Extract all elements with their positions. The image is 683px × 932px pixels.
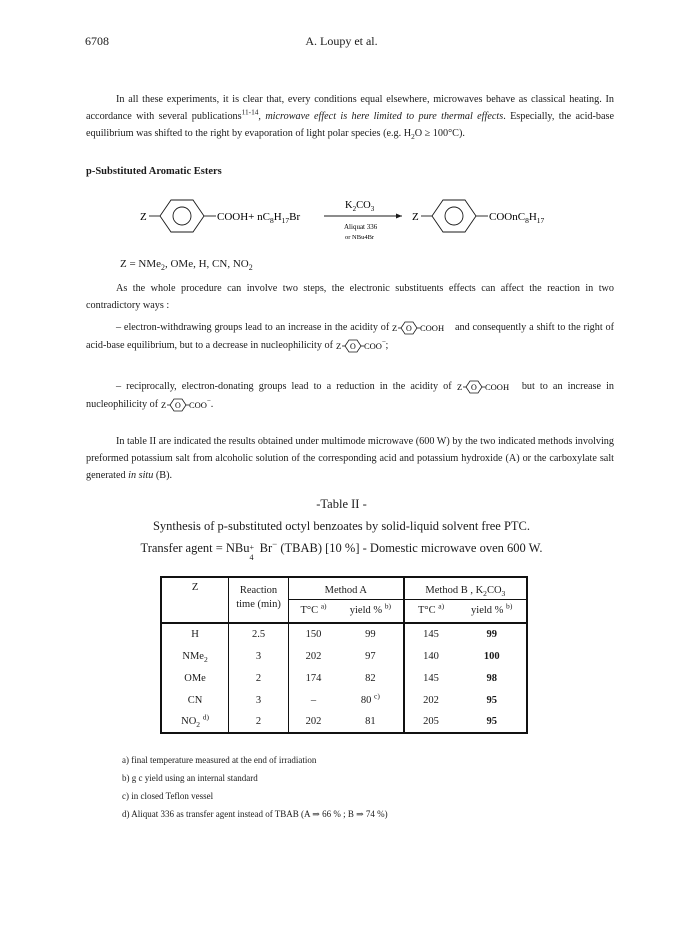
cell-z: $NO_2$ $^{d)}$	[161, 711, 229, 733]
footnote-b: b) g c yield using an internal standard	[122, 773, 258, 783]
cell-yield-b: 95	[457, 689, 527, 711]
scheme-reagent: $K_2CO_3$	[345, 200, 375, 213]
scheme-condition-1: Aliquat 336	[344, 223, 378, 231]
header-temp-a: T°C $^{a)}$	[288, 599, 338, 623]
reaction-scheme	[140, 192, 580, 252]
cell-temp-a: 202	[305, 650, 322, 662]
cell-temp-a: 174	[305, 672, 322, 684]
table-label: -Table II -	[316, 497, 367, 511]
cell-temp-a: 150	[288, 623, 338, 645]
results-table	[160, 576, 528, 734]
cell-temp-b: 140	[423, 650, 439, 662]
structure-z-aryl-cooh	[457, 379, 517, 395]
svg-text:Z: Z	[335, 340, 341, 351]
scheme-condition-2: or NBu4Br	[345, 234, 375, 241]
cell-temp-b: 145	[423, 672, 439, 684]
svg-text:COO: COO	[363, 340, 382, 351]
paragraph-table-intro: In table II are indicated the results obtained under multimode microwave (600 W) by the two indicated methods involving preformed potassium salt from alcoholic solution of the corresponding acid and potassium hydroxide (A) or the carboxylate salt generated in situ (B).	[86, 436, 614, 481]
table-caption	[0, 493, 683, 562]
scheme-z-reactant: Z	[140, 211, 147, 223]
svg-text:−: −	[206, 396, 211, 405]
svg-text:O: O	[406, 323, 412, 333]
cell-yield-b: 98	[457, 667, 527, 689]
scheme-product-text: $COOnC_8H_{17}$	[489, 211, 545, 225]
header-z: Z	[161, 577, 229, 623]
cell-yield-a: 81	[338, 711, 404, 733]
table-row	[161, 711, 527, 733]
svg-text:COOH: COOH	[484, 381, 509, 392]
structure-z-aryl-coo-anion	[161, 397, 211, 413]
cell-z: OMe	[161, 667, 229, 689]
svg-text:Z: Z	[456, 381, 462, 392]
header-reaction: Reaction	[229, 577, 289, 599]
header-method-b: Method B , $K_2CO_3$	[404, 577, 527, 599]
scheme-reactant-text: COOH+ $nC_8H_{17}Br$	[217, 211, 301, 225]
svg-text:COO: COO	[188, 399, 207, 410]
table-row	[161, 645, 527, 667]
cell-yield-b: 100	[457, 645, 527, 667]
cell-time: 3	[229, 689, 289, 711]
cell-yield-b: 99	[457, 623, 527, 645]
running-header-authors: A. Loupy et al.	[305, 34, 378, 48]
header-method-a: Method A	[288, 577, 403, 599]
header-time: time (min)	[229, 599, 289, 623]
svg-text:O: O	[174, 400, 181, 410]
cell-yield-a: 97	[338, 645, 404, 667]
paragraph-withdrawing: – electron-withdrawing groups lead to an increase in the acidity of Z O COOH and consequently a shift to the right of acid-base equilibrium, but to a decrease in nucleophilicity of Z O COO − ;	[86, 319, 614, 355]
table-title: Synthesis of p-substituted octyl benzoates by solid-liquid solvent free PTC.	[152, 519, 531, 533]
paragraph-intro: In all these experiments, it is clear that, every conditions equal elsewhere, microwaves behave as classical heating. In accordance with several publications$^{11-14}$, microwave effect is here limited to pure thermal effects. Especially, the acid-base equilibrium was shifted to the right by evaporation of light polar species (e.g. $H_2O \ge 100^\circ C$).	[86, 94, 614, 142]
footnote-c: c) in closed Teflon vessel	[122, 791, 214, 801]
header-temp-b: T°C $^{a)}$	[404, 599, 458, 623]
svg-text:O: O	[470, 382, 477, 392]
cell-yield-b: 95	[457, 711, 527, 733]
footnote-d: d) Aliquat 336 as transfer agent instead of TBAB (A ⇒ 66 % ; B ⇒ 74 %)	[122, 809, 388, 819]
table-row	[161, 667, 527, 689]
scheme-z-product: Z	[412, 211, 419, 223]
svg-text:O: O	[349, 341, 356, 351]
substituent-list: Z = NMe$_2$, OMe, H, CN, $NO_2$	[120, 258, 253, 273]
table-row	[161, 623, 527, 645]
cell-temp-b: 202	[423, 694, 439, 706]
cell-z: CN	[161, 689, 229, 711]
svg-text:−: −	[381, 337, 386, 346]
paragraph-procedure: As the whole procedure can involve two steps, the electronic substituents effects can affect the reaction in two contradictory ways :	[86, 283, 614, 311]
cell-yield-a: 80 $^{c)}$	[338, 689, 404, 711]
table-subtitle: Transfer agent = NBu + 4 Br− (TBAB) [10 %] - Domestic microwave oven 600 W.	[140, 538, 543, 562]
cell-temp-a: –	[310, 694, 317, 706]
structure-z-aryl-cooh	[392, 320, 452, 336]
header-yield-a: yield % $^{b)}$	[338, 599, 404, 623]
cell-z: NMe$_2$	[161, 645, 229, 667]
cell-temp-b: 205	[404, 711, 458, 733]
benzene-ring-product	[432, 200, 476, 232]
cell-time: 2.5	[229, 623, 289, 645]
svg-text:Z: Z	[392, 322, 398, 333]
cell-yield-a: 99	[338, 623, 404, 645]
cell-temp-b: 145	[404, 623, 458, 645]
cell-time: 3	[229, 645, 289, 667]
cell-time: 2	[229, 711, 289, 733]
cell-yield-a: 82	[338, 667, 404, 689]
footnote-a: a) final temperature measured at the end of irradiation	[122, 755, 317, 765]
benzene-ring-reactant	[160, 200, 204, 232]
section-title: p-Substituted Aromatic Esters	[86, 166, 222, 177]
page-number: 6708	[85, 34, 109, 48]
header-yield-b: yield % $^{b)}$	[457, 599, 527, 623]
svg-text:Z: Z	[160, 399, 166, 410]
structure-z-aryl-coo-anion	[336, 338, 386, 354]
table-row	[161, 689, 527, 711]
svg-text:COOH: COOH	[420, 322, 445, 333]
cell-z: H	[161, 623, 229, 645]
cell-temp-a: 202	[288, 711, 338, 733]
cell-time: 2	[229, 667, 289, 689]
paragraph-donating: – reciprocally, electron-donating groups lead to a reduction in the acidity of Z O COOH but to an increase in nucleophilicity of Z O COO − .	[86, 378, 614, 414]
